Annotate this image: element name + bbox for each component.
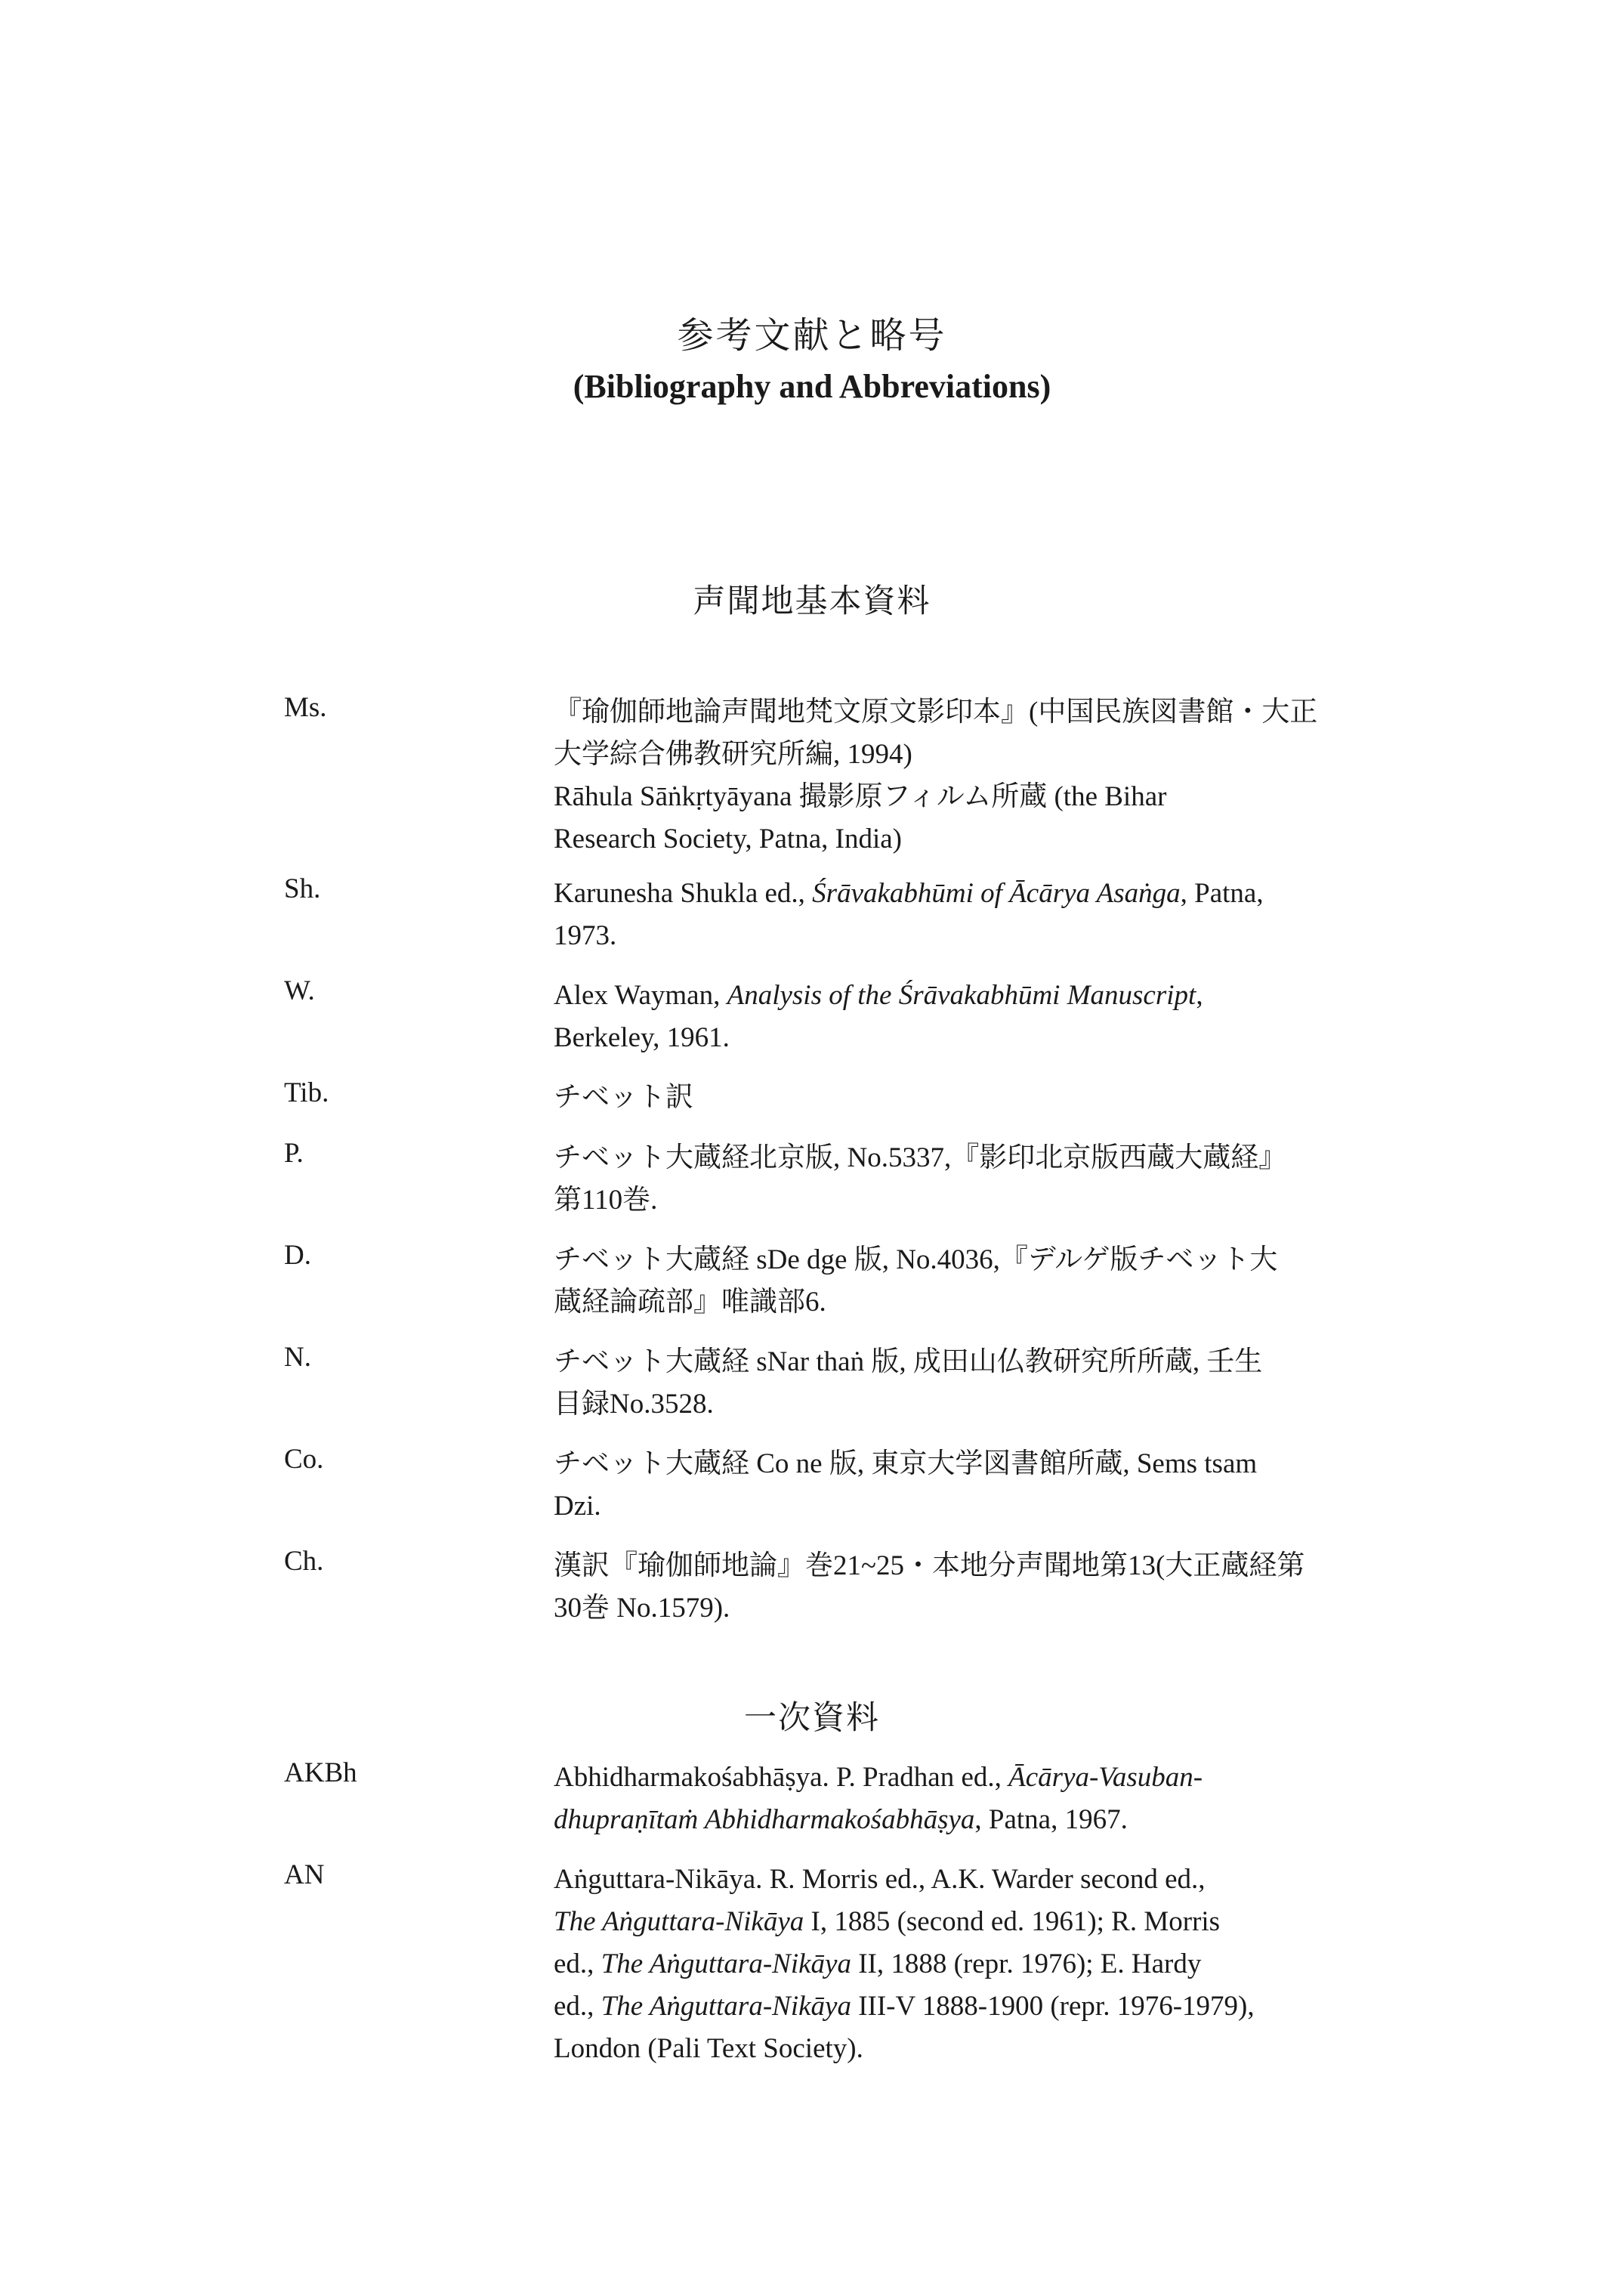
entry-line: チベット大蔵経 sDe dge 版, No.4036,『デルゲ版チベット大 — [554, 1244, 1278, 1275]
entry-line: 蔵経論疏部』唯識部6. — [554, 1287, 826, 1318]
publication-text: , — [1196, 980, 1203, 1011]
entry-abbreviation: AKBh — [284, 1757, 357, 1788]
publication-text: II, 1888 (repr. 1976); E. Hardy — [851, 1948, 1202, 1979]
entry-abbreviation: W. — [284, 975, 315, 1006]
entry-line — [554, 1757, 1407, 1799]
entry-abbreviation: Co. — [284, 1444, 324, 1475]
entry-description — [554, 1077, 1407, 1119]
publication-text: Abhidharmakośabhāṣya. P. Pradhan ed., — [554, 1762, 1002, 1793]
page-title-japanese: 参考文献と略号 — [677, 314, 947, 357]
entry-line: 大学綜合佛教研究所編, 1994) — [554, 739, 912, 770]
entry-description — [554, 975, 1407, 1059]
entry-description — [554, 1443, 1407, 1528]
entry-line: チベット大蔵経 sNar thaṅ 版, 成田山仏教研究所所蔵, 壬生 — [554, 1346, 1263, 1377]
entry-description — [554, 1341, 1407, 1426]
entry-line: チベット訳 — [554, 1082, 693, 1113]
section-heading-sravakabhumi-sources: 声聞地基本資料 — [693, 582, 931, 620]
entry-abbreviation: Sh. — [284, 873, 321, 904]
entry-abbreviation: AN — [284, 1859, 325, 1890]
entry-description — [554, 873, 1407, 957]
entry-line: London (Pali Text Society). — [554, 2033, 863, 2064]
entry-line — [554, 1985, 1407, 2028]
entry-line: 漢訳『瑜伽師地論』巻21~25・本地分声聞地第13(大正蔵経第 — [554, 1550, 1305, 1581]
publication-text: ed., — [554, 1948, 594, 1979]
entry-line: チベット大蔵経北京版, No.5337,『影印北京版西蔵大蔵経』 — [554, 1142, 1287, 1173]
entry-description — [554, 1239, 1407, 1324]
entry-line: 1973. — [554, 920, 617, 951]
entry-description — [554, 691, 1407, 861]
entry-line: Dzi. — [554, 1491, 601, 1522]
publication-text: , Patna, — [1180, 878, 1264, 909]
entry-abbreviation: P. — [284, 1138, 304, 1169]
entry-line: 30巻 No.1579). — [554, 1593, 730, 1624]
entry-line: Rāhula Sāṅkṛtyāyana 撮影原フィルム所蔵 (the Bihar — [554, 781, 1167, 812]
page-title-english: (Bibliography and Abbreviations) — [573, 368, 1051, 405]
book-title: dhupraṇītaṁ Abhidharmakośabhāṣya — [554, 1804, 975, 1835]
book-title: The Aṅguttara-Nikāya — [601, 1948, 851, 1979]
book-title: Analysis of the Śrāvakabhūmi Manuscript — [727, 980, 1196, 1011]
entry-description — [554, 1137, 1407, 1222]
entry-abbreviation: Ms. — [284, 692, 327, 723]
author-text: Karunesha Shukla ed., — [554, 878, 805, 909]
publication-text: III-V 1888-1900 (repr. 1976-1979), — [851, 1991, 1255, 2022]
book-title: The Aṅguttara-Nikāya — [601, 1991, 851, 2022]
entry-line: Aṅguttara-Nikāya. R. Morris ed., A.K. Warder second ed., — [554, 1864, 1206, 1895]
entry-line — [554, 1901, 1407, 1943]
author-text: Alex Wayman, — [554, 980, 721, 1011]
entry-abbreviation: Ch. — [284, 1546, 324, 1577]
entry-description — [554, 1757, 1407, 1841]
entry-description — [554, 1859, 1407, 2070]
entry-line — [554, 975, 1407, 1017]
entry-description — [554, 1545, 1407, 1630]
entry-abbreviation: N. — [284, 1342, 311, 1373]
entry-line: Research Society, Patna, India) — [554, 824, 902, 854]
book-title: The Aṅguttara-Nikāya — [554, 1906, 804, 1937]
entry-line: チベット大蔵経 Co ne 版, 東京大学図書館所蔵, Sems tsam — [554, 1448, 1258, 1479]
book-title: Ācārya-Vasuban- — [1008, 1762, 1203, 1793]
entry-line: Berkeley, 1961. — [554, 1022, 730, 1053]
section-heading-primary-sources: 一次資料 — [744, 1699, 880, 1737]
entry-line — [554, 1799, 1407, 1841]
entry-line — [554, 873, 1407, 915]
entry-abbreviation: D. — [284, 1240, 311, 1271]
publication-text: I, 1885 (second ed. 1961); R. Morris — [804, 1906, 1221, 1937]
entry-line: 『瑜伽師地論声聞地梵文原文影印本』(中国民族図書館・大正 — [554, 697, 1318, 728]
book-title: Śrāvakabhūmi of Ācārya Asaṅga — [812, 878, 1181, 909]
publication-text: , Patna, 1967. — [974, 1804, 1128, 1835]
entry-line: 第110巻. — [554, 1185, 658, 1216]
entry-abbreviation: Tib. — [284, 1077, 329, 1108]
publication-text: ed., — [554, 1991, 594, 2022]
entry-line — [554, 1943, 1407, 1985]
entry-line: 目録No.3528. — [554, 1389, 714, 1420]
